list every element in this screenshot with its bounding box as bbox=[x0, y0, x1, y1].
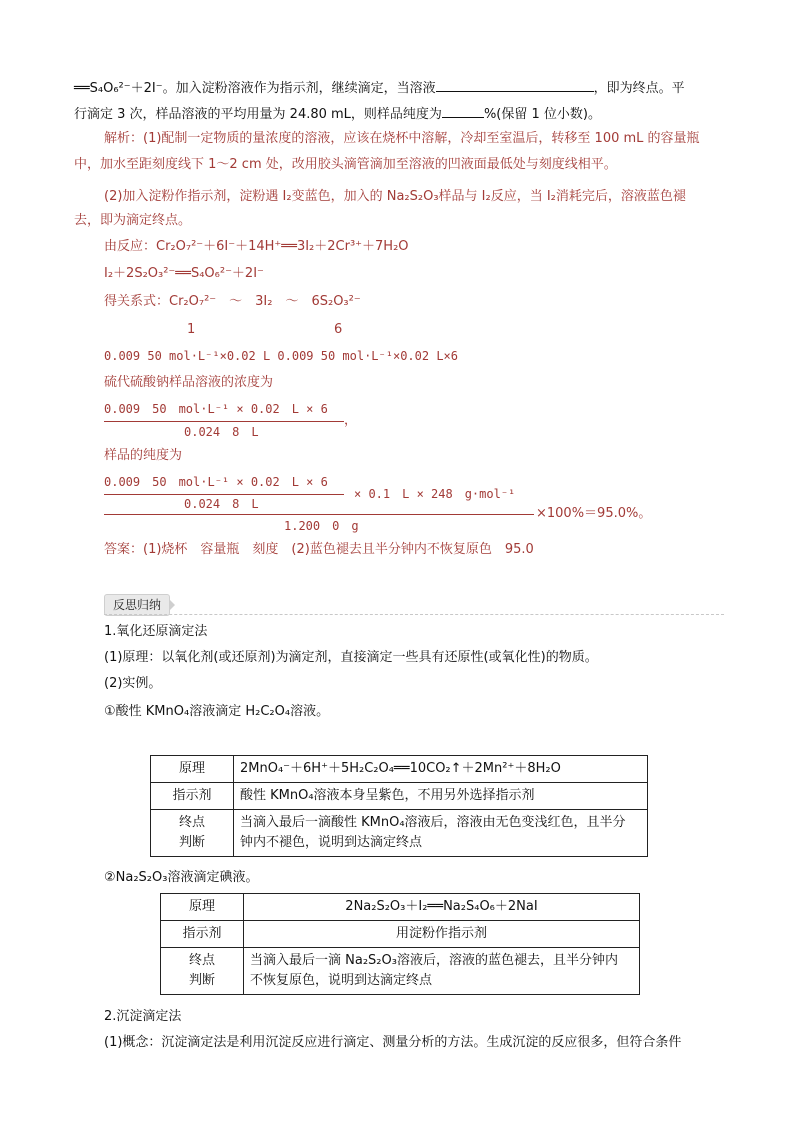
q1-text-a: ══S₄O₆²⁻＋2I⁻。加入淀粉溶液作为指示剂，继续滴定，当溶液 bbox=[74, 81, 436, 96]
redox-examples: (2)实例。 bbox=[104, 676, 162, 691]
row-label: 原理 bbox=[151, 756, 234, 783]
row-value bbox=[234, 810, 648, 857]
table-row bbox=[151, 783, 648, 810]
analysis-p4: 去，即为滴定终点。 bbox=[74, 213, 192, 228]
analysis-p2: 中，加水至距刻度线下 1～2 cm 处，改用胶头滴管滴加至溶液的凹液面最低处与刻度线相平。 bbox=[74, 157, 617, 172]
analysis-p1: 解析：(1)配制一定物质的量浓度的溶液，应该在烧杯中溶解，冷却至室温后，转移至 100 mL 的容量瓶 bbox=[104, 131, 700, 146]
row-label: 指示剂 bbox=[161, 921, 244, 948]
amount-line: 0.009 50 mol·L⁻¹×0.02 L 0.009 50 mol·L⁻¹×0.02 L×6 bbox=[104, 349, 459, 363]
row-value: 2MnO₄⁻＋6H⁺＋5H₂C₂O₄══10CO₂↑＋2Mn²⁺＋8H₂O bbox=[234, 756, 648, 783]
question-line-1 bbox=[74, 77, 685, 99]
row-value bbox=[244, 948, 640, 995]
table-row bbox=[151, 810, 648, 857]
row-value: 2Na₂S₂O₃＋I₂══Na₂S₄O₆＋2NaI bbox=[244, 894, 640, 921]
q1-text-b: ，即为终点。平 bbox=[593, 81, 685, 96]
row-value-line-1: 当滴入最后一滴 Na₂S₂O₃溶液后，溶液的蓝色褪去，且半分钟内 bbox=[250, 953, 618, 968]
row-label-line-1: 终点 bbox=[188, 953, 215, 968]
row-label-line-2: 判断 bbox=[178, 835, 205, 850]
q2-text-a: 行滴定 3 次，样品溶液的平均用量为 24.80 mL，则样品纯度为 bbox=[74, 107, 442, 122]
row-value: 酸性 KMnO₄溶液本身呈紫色，不用另外选择指示剂 bbox=[234, 783, 648, 810]
section-divider bbox=[104, 614, 724, 615]
example-1: ①酸性 KMnO₄溶液滴定 H₂C₂O₄溶液。 bbox=[104, 704, 330, 719]
row-label-line-1: 终点 bbox=[178, 815, 205, 830]
row-label: 指示剂 bbox=[151, 783, 234, 810]
relation-line: 得关系式：Cr₂O₇²⁻ ～ 3I₂ ～ 6S₂O₃²⁻ bbox=[104, 294, 361, 309]
concentration-comma: ， bbox=[344, 413, 358, 428]
heading-precipitation: 2.沉淀滴定法 bbox=[104, 1009, 182, 1024]
table-kmno4 bbox=[150, 755, 648, 857]
ratio-1: 1 bbox=[187, 322, 196, 337]
question-line-2 bbox=[74, 103, 601, 125]
table-na2s2o3 bbox=[160, 893, 640, 995]
q2-text-b: %(保留 1 位小数)。 bbox=[483, 107, 601, 122]
purity-inner-denominator: 0.024 8 L bbox=[184, 497, 259, 511]
answer-blank-2 bbox=[442, 103, 484, 118]
purity-multiplier: × 0.1 L × 248 g·mol⁻¹ bbox=[354, 487, 516, 501]
heading-redox: 1.氧化还原滴定法 bbox=[104, 624, 208, 639]
table-row bbox=[161, 894, 640, 921]
row-value: 用淀粉作指示剂 bbox=[244, 921, 640, 948]
purity-numerator: 0.009 50 mol·L⁻¹ × 0.02 L × 6 bbox=[104, 475, 328, 489]
row-label-line-2: 判断 bbox=[188, 973, 215, 988]
row-label: 原理 bbox=[161, 894, 244, 921]
concentration-numerator: 0.009 50 mol·L⁻¹ × 0.02 L × 6 bbox=[104, 402, 328, 416]
ratio-6: 6 bbox=[334, 322, 343, 337]
row-value-line-1: 当滴入最后一滴酸性 KMnO₄溶液后，溶液由无色变浅红色，且半分 bbox=[240, 815, 626, 830]
answer-line: 答案：(1)烧杯 容量瓶 刻度 (2)蓝色褪去且半分钟内不恢复原色 95.0 bbox=[104, 542, 534, 557]
purity-label: 样品的纯度为 bbox=[104, 448, 183, 463]
concentration-denominator: 0.024 8 L bbox=[184, 425, 259, 439]
purity-outer-bar bbox=[104, 514, 534, 515]
purity-result: ×100%＝95.0%。 bbox=[536, 506, 652, 521]
table-row bbox=[161, 948, 640, 995]
section-tag: 反思归纳 bbox=[104, 594, 170, 616]
row-label bbox=[151, 810, 234, 857]
reaction-2: I₂＋2S₂O₃²⁻══S₄O₆²⁻＋2I⁻ bbox=[104, 266, 264, 281]
reaction-1: 由反应：Cr₂O₇²⁻＋6I⁻＋14H⁺══3I₂＋2Cr³⁺＋7H₂O bbox=[104, 239, 409, 254]
redox-principle: (1)原理：以氧化剂(或还原剂)为滴定剂，直接滴定一些具有还原性(或氧化性)的物质。 bbox=[104, 650, 598, 665]
analysis-p3: (2)加入淀粉作指示剂，淀粉遇 I₂变蓝色，加入的 Na₂S₂O₃样品与 I₂反应，当 I₂消耗完后，溶液蓝色褪 bbox=[104, 189, 686, 204]
row-value-line-2: 钟内不褪色，说明到达滴定终点 bbox=[240, 835, 423, 850]
table-row bbox=[161, 921, 640, 948]
answer-blank-1 bbox=[436, 77, 594, 92]
table-row bbox=[151, 756, 648, 783]
purity-outer-denominator: 1.200 0 g bbox=[284, 519, 359, 533]
example-2: ②Na₂S₂O₃溶液滴定碘液。 bbox=[104, 870, 259, 885]
row-label bbox=[161, 948, 244, 995]
concentration-label: 硫代硫酸钠样品溶液的浓度为 bbox=[104, 375, 274, 390]
precipitation-concept: (1)概念：沉淀滴定法是利用沉淀反应进行滴定、测量分析的方法。生成沉淀的反应很多，但符合条件 bbox=[104, 1035, 682, 1050]
row-value-line-2: 不恢复原色，说明到达滴定终点 bbox=[250, 973, 433, 988]
